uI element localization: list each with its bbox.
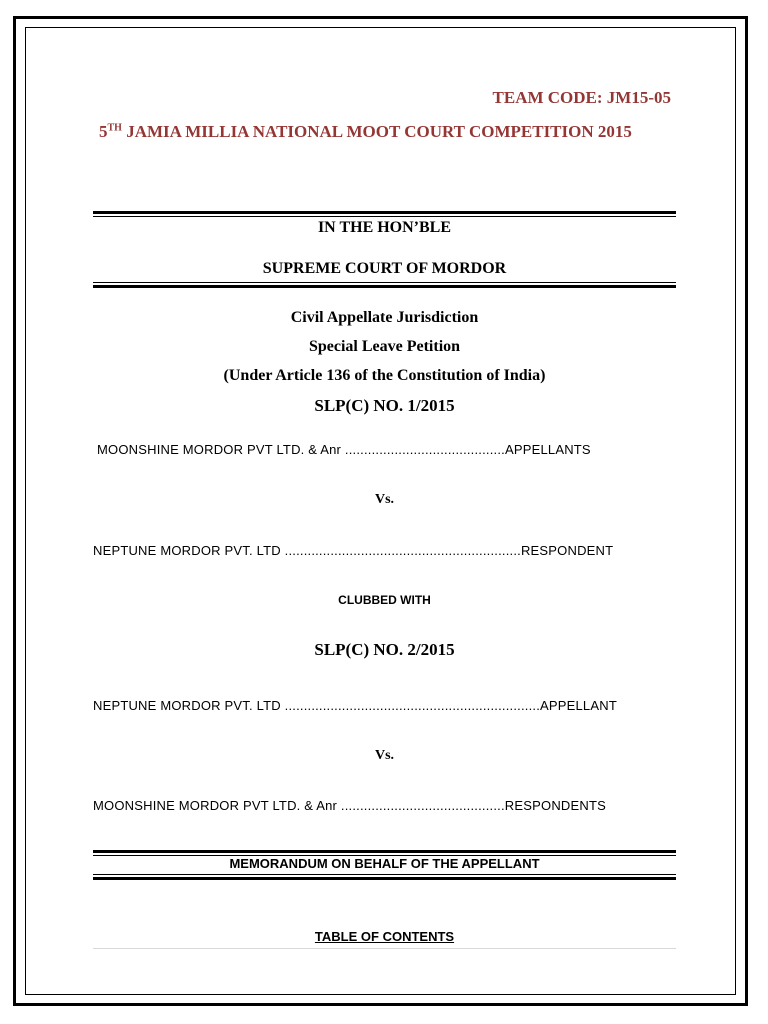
rule-memo-thin-bottom: [93, 874, 676, 875]
slp-number-1: SLP(C) NO. 1/2015: [314, 396, 455, 415]
team-code: TEAM CODE: JM15-05: [492, 88, 671, 107]
memorandum-title: MEMORANDUM ON BEHALF OF THE APPELLANT: [229, 856, 540, 871]
case1-respondent: NEPTUNE MORDOR PVT. LTD ..............................................................RESPONDENT: [93, 543, 614, 558]
jurisdiction-line: Civil Appellate Jurisdiction: [290, 309, 479, 326]
rule-court-thin: [93, 282, 676, 283]
table-of-contents-heading: TABLE OF CONTENTS: [314, 929, 455, 944]
court-line-2: SUPREME COURT OF MORDOR: [262, 260, 507, 277]
rule-top-thick: [93, 211, 676, 214]
article-line: (Under Article 136 of the Constitution of India): [223, 367, 546, 384]
case1-appellants: MOONSHINE MORDOR PVT LTD. & Anr ..........................................APPELLANTS: [97, 442, 591, 457]
competition-title: [99, 122, 632, 142]
court-line-1: IN THE HON’BLE: [317, 219, 452, 236]
clubbed-with: CLUBBED WITH: [338, 593, 431, 607]
case2-versus: Vs.: [374, 748, 395, 763]
rule-top-thin: [93, 216, 676, 217]
petition-type: Special Leave Petition: [308, 338, 461, 355]
slp-number-2: SLP(C) NO. 2/2015: [314, 640, 455, 659]
competition-superscript: TH: [107, 122, 122, 134]
rule-court-thick: [93, 285, 676, 288]
case1-versus: Vs.: [374, 492, 395, 507]
competition-prefix: 5: [99, 122, 108, 141]
case2-appellant: NEPTUNE MORDOR PVT. LTD ...................................................................APPELLANT: [93, 698, 617, 713]
rule-memo-thick-bottom: [93, 877, 676, 880]
competition-name: JAMIA MILLIA NATIONAL MOOT COURT COMPETITION 2015: [121, 122, 632, 141]
rule-memo-thick-top: [93, 850, 676, 853]
toc-divider: [93, 948, 676, 949]
case2-respondents: MOONSHINE MORDOR PVT LTD. & Anr ...........................................RESPONDENTS: [93, 798, 606, 813]
